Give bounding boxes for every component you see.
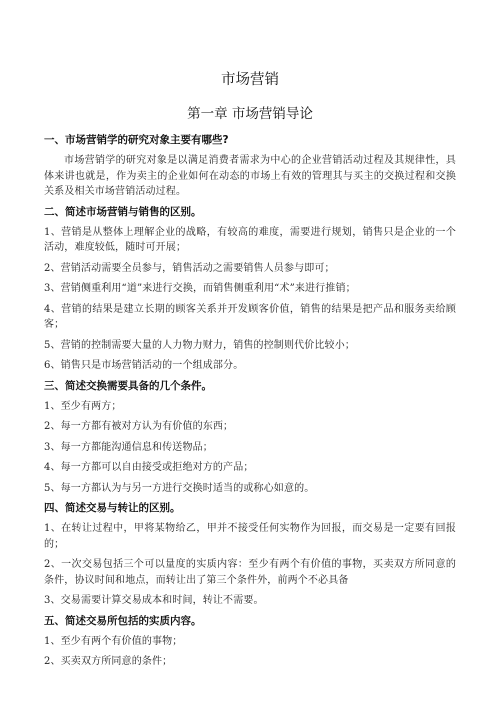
section-4 <box>44 501 456 609</box>
list-item: 2、买卖双方所同意的条件； <box>44 656 173 667</box>
list-item: 3、每一方都能沟通信息和传送物品； <box>44 441 213 453</box>
list-item: 1、在转让过程中，甲将某物给乙，甲并不接受任何实物作为回报，而交易是一定要有回报的； <box>44 523 456 550</box>
list-item: 2、一次交易包括三个可以量度的实质内容：至少有两个有价值的事物，买卖双方所同意的条件，协议时间和地点，而转让出了第三个条件外，前两个不必具备 <box>44 559 456 586</box>
list-item: 3、交易需要计算交易成本和时间，转让不需要。 <box>44 595 264 606</box>
chapter-title: 第一章 市场营销导论 <box>187 106 313 122</box>
list-item: 4、营销的结果是建立长期的顾客关系并开发顾客价值，销售的结果是把产品和服务卖给顾客； <box>44 303 456 330</box>
list-item: 5、每一方都认为与另一方进行交换时适当的或称心如意的。 <box>44 482 315 494</box>
paragraph: 市场营销学的研究对象是以满足消费者需求为中心的企业营销活动过程及其规律性，具体来讲也就是，作为卖主的企业如何在动态的市场上有效的管理其与买主的交换过程和交换关系及相关市场营销活动过程。 <box>44 155 456 197</box>
list-item: 2、营销活动需要全员参与，销售活动之需要销售人员参与即可； <box>44 262 335 274</box>
list-item: 3、营销侧重利用“道”来进行交换，而销售侧重利用“术”来进行推销； <box>44 283 356 294</box>
list-item: 1、至少有两个有价值的事物； <box>44 635 183 647</box>
document-title: 市场营销 <box>221 72 279 88</box>
section-1 <box>44 133 456 200</box>
section-question: 四、简述交易与转让的区别。 <box>44 502 181 514</box>
section-5 <box>44 614 456 670</box>
section-question: 一、市场营销学的研究对象主要有哪些? <box>44 134 229 146</box>
section-3 <box>44 379 456 497</box>
list-item: 1、营销是从整体上理解企业的战略，有较高的难度，需要进行规划，销售只是企业的一个活动，难度较低，随时可开展； <box>44 226 456 253</box>
section-question: 五、简述交易所包括的实质内容。 <box>44 614 202 627</box>
section-2 <box>44 205 456 374</box>
list-item: 2、每一方都有被对方认为有价值的东西； <box>44 421 234 432</box>
list-item: 4、每一方都可以自由接受或拒绝对方的产品； <box>44 462 254 473</box>
list-item: 1、至少有两方； <box>44 400 122 412</box>
list-item: 6、销售只是市场营销活动的一个组成部分。 <box>44 360 244 371</box>
section-question: 二、简述市场营销与销售的区别。 <box>44 205 202 218</box>
list-item: 5、营销的控制需要大量的人力物力财力，销售的控制则代价比较小； <box>44 339 356 351</box>
section-question: 三、简述交换需要具备的几个条件。 <box>44 379 212 392</box>
